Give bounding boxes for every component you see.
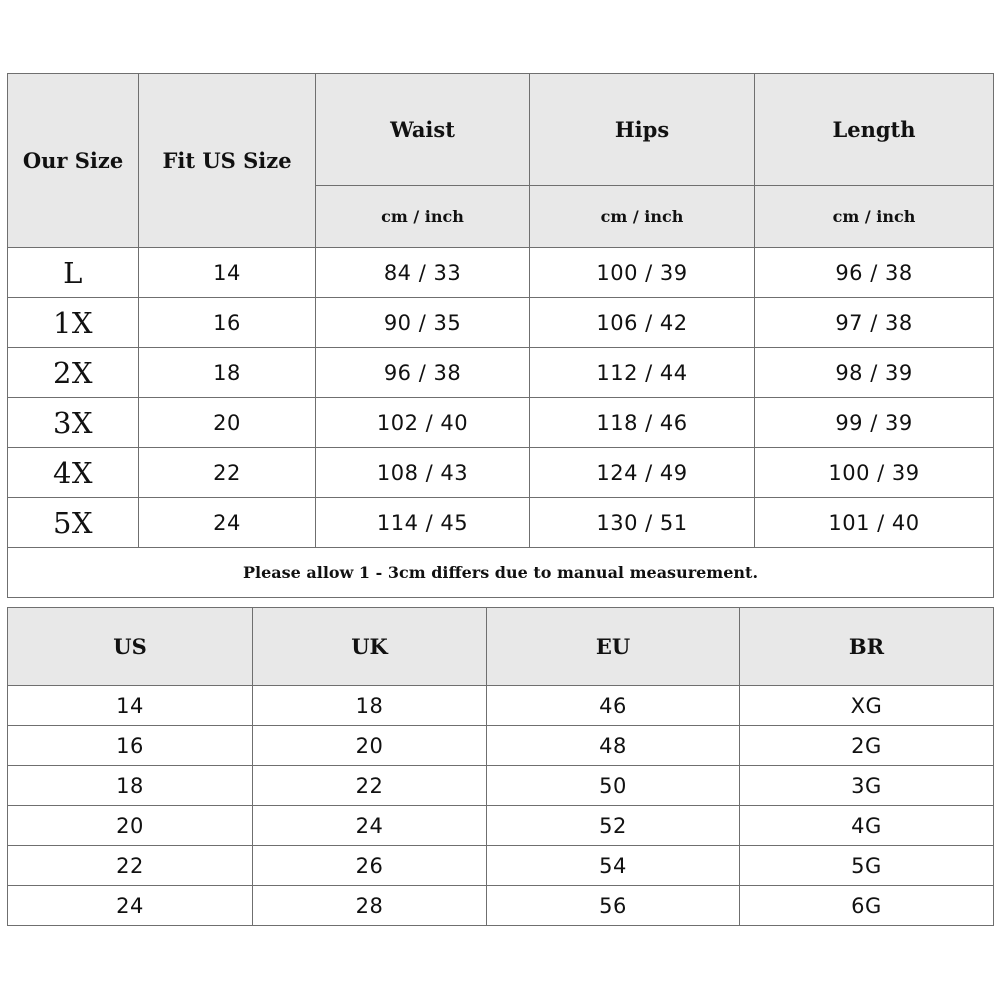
- hips-unit: cm / inch: [530, 186, 755, 248]
- cell-fit-us: 14: [139, 248, 316, 298]
- cell-eu: 46: [487, 686, 740, 726]
- cell-uk: 22: [253, 766, 487, 806]
- header-hips: Hips: [530, 74, 755, 186]
- cell-length: 96 / 38: [755, 248, 994, 298]
- cell-br: 4G: [740, 806, 994, 846]
- header-eu: EU: [487, 608, 740, 686]
- cell-uk: 26: [253, 846, 487, 886]
- cell-eu: 50: [487, 766, 740, 806]
- cell-our-size: L: [8, 248, 139, 298]
- cell-waist: 96 / 38: [316, 348, 530, 398]
- cell-hips: 100 / 39: [530, 248, 755, 298]
- cell-br: 3G: [740, 766, 994, 806]
- size-chart-table: [7, 73, 994, 598]
- header-br: BR: [740, 608, 994, 686]
- cell-length: 97 / 38: [755, 298, 994, 348]
- table-row: [8, 348, 994, 398]
- header-fit-us-size: Fit US Size: [139, 74, 316, 248]
- size-conversion-table: [7, 607, 994, 926]
- size-chart-body: [8, 248, 994, 548]
- table-row: [8, 248, 994, 298]
- length-unit: cm / inch: [755, 186, 994, 248]
- cell-our-size: 5X: [8, 498, 139, 548]
- size-chart-note-row: [8, 548, 994, 598]
- cell-br: 2G: [740, 726, 994, 766]
- cell-our-size: 4X: [8, 448, 139, 498]
- table-row: [8, 398, 994, 448]
- cell-length: 98 / 39: [755, 348, 994, 398]
- table-row: [8, 686, 994, 726]
- header-length: Length: [755, 74, 994, 186]
- cell-us: 14: [8, 686, 253, 726]
- cell-our-size: 3X: [8, 398, 139, 448]
- cell-us: 20: [8, 806, 253, 846]
- cell-fit-us: 22: [139, 448, 316, 498]
- cell-hips: 118 / 46: [530, 398, 755, 448]
- cell-our-size: 1X: [8, 298, 139, 348]
- waist-unit: cm / inch: [316, 186, 530, 248]
- header-our-size: Our Size: [8, 74, 139, 248]
- table-row: [8, 498, 994, 548]
- cell-us: 18: [8, 766, 253, 806]
- cell-eu: 52: [487, 806, 740, 846]
- table-row: [8, 846, 994, 886]
- cell-br: 5G: [740, 846, 994, 886]
- table-row: [8, 726, 994, 766]
- cell-us: 22: [8, 846, 253, 886]
- table-row: [8, 448, 994, 498]
- cell-br: XG: [740, 686, 994, 726]
- cell-hips: 124 / 49: [530, 448, 755, 498]
- cell-uk: 24: [253, 806, 487, 846]
- cell-uk: 18: [253, 686, 487, 726]
- cell-waist: 114 / 45: [316, 498, 530, 548]
- cell-waist: 102 / 40: [316, 398, 530, 448]
- header-waist: Waist: [316, 74, 530, 186]
- cell-eu: 56: [487, 886, 740, 926]
- cell-us: 16: [8, 726, 253, 766]
- table-row: [8, 298, 994, 348]
- measurement-note: Please allow 1 - 3cm differs due to manual measurement.: [8, 548, 994, 598]
- cell-our-size: 2X: [8, 348, 139, 398]
- cell-us: 24: [8, 886, 253, 926]
- cell-eu: 54: [487, 846, 740, 886]
- cell-fit-us: 16: [139, 298, 316, 348]
- cell-hips: 130 / 51: [530, 498, 755, 548]
- cell-waist: 90 / 35: [316, 298, 530, 348]
- conversion-header-row: [8, 608, 994, 686]
- cell-fit-us: 20: [139, 398, 316, 448]
- cell-fit-us: 24: [139, 498, 316, 548]
- cell-eu: 48: [487, 726, 740, 766]
- cell-waist: 84 / 33: [316, 248, 530, 298]
- cell-fit-us: 18: [139, 348, 316, 398]
- cell-length: 101 / 40: [755, 498, 994, 548]
- table-row: [8, 766, 994, 806]
- cell-hips: 112 / 44: [530, 348, 755, 398]
- table-row: [8, 806, 994, 846]
- header-us: US: [8, 608, 253, 686]
- cell-uk: 28: [253, 886, 487, 926]
- size-chart-header-row: [8, 74, 994, 186]
- cell-waist: 108 / 43: [316, 448, 530, 498]
- cell-uk: 20: [253, 726, 487, 766]
- cell-length: 99 / 39: [755, 398, 994, 448]
- cell-length: 100 / 39: [755, 448, 994, 498]
- table-row: [8, 886, 994, 926]
- cell-hips: 106 / 42: [530, 298, 755, 348]
- cell-br: 6G: [740, 886, 994, 926]
- header-uk: UK: [253, 608, 487, 686]
- conversion-body: [8, 686, 994, 926]
